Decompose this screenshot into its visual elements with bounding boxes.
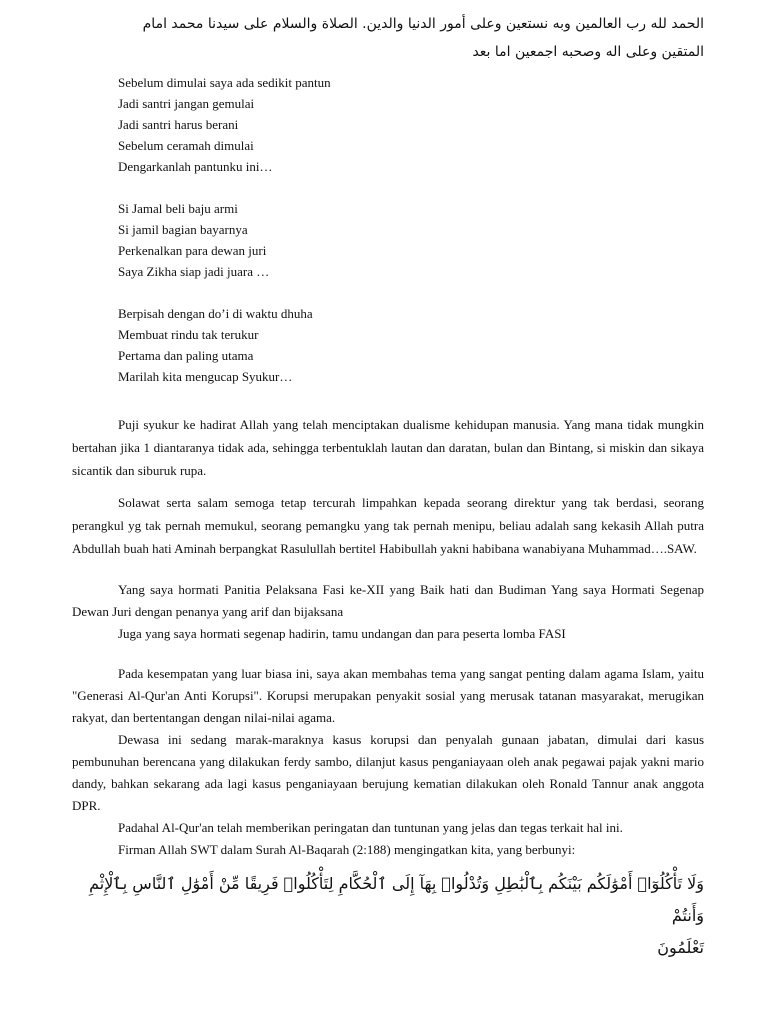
quran-verse — [60, 868, 704, 964]
paragraph-greetings-audience: Juga yang saya hormati segenap hadirin, tamu undangan dan para peserta lomba FASI — [118, 626, 566, 641]
pantun-line: Saya Zikha siap jadi juara … — [118, 264, 270, 279]
pantun-line: Dengarkanlah pantunku ini… — [118, 159, 273, 174]
pantun-line: Sebelum ceramah dimulai — [118, 138, 254, 153]
pantun-line: Sebelum dimulai saya ada sedikit pantun — [118, 75, 331, 90]
pantun-line: Si jamil bagian bayarnya — [118, 222, 248, 237]
paragraph-cases: Dewasa ini sedang marak-maraknya kasus korupsi dan penyalah gunaan jabatan, dimulai dari kasus pembunuhan berencana yang dilakukan ferdy sambo, dilanjut kasus penganiayaan oleh anak pegawai pajak yakni mario dandy, bahkan sekarang ada lagi kasus penganiayaan berujung kematian dilakukan oleh Ronald Tannur anak anggota DPR. — [72, 732, 704, 813]
pantun-block — [118, 72, 678, 408]
speech-body — [72, 413, 704, 569]
pantun-line: Jadi santri harus berani — [118, 117, 239, 132]
paragraph-verse-intro: Firman Allah SWT dalam Surah Al-Baqarah (2:188) mengingatkan kita, yang berbunyi: — [118, 842, 576, 857]
verse-line: وَلَا تَأْكُلُوٓا۟ أَمْوَٰلَكُم بَيْنَكُم بِٱلْبَٰطِلِ وَتُدْلُوا۟ بِهَآ إِلَى ٱلْحُكَّامِ لِتَأْكُلُوا۟ فَرِيقًا مِّنْ أَمْوَٰلِ ٱلنَّاسِ بِٱلْإِثْمِ وَأَنتُمْ — [89, 874, 704, 925]
pantun-line: Pertama dan paling utama — [118, 348, 254, 363]
paragraph-greetings: Yang saya hormati Panitia Pelaksana Fasi ke-XII yang Baik hati dan Budiman Yang saya Hormati Segenap Dewan Juri dengan penanya yang arif dan bijaksana — [72, 582, 704, 619]
theme-block — [72, 663, 704, 861]
opening-arabic-line: المتقين وعلى اله وصحبه اجمعين اما بعد — [472, 44, 704, 60]
pantun-line: Jadi santri jangan gemulai — [118, 96, 255, 111]
verse-line: تَعْلَمُونَ — [657, 938, 704, 957]
pantun-line: Berpisah dengan do’i di waktu dhuha — [118, 306, 313, 321]
pantun-line: Si Jamal beli baju armi — [118, 201, 238, 216]
paragraph-salawat: Solawat serta salam semoga tetap tercurah limpahkan kepada seorang direktur yang tak berdasi, seorang perangkul yg tak pernah memukul, seorang pemangku yang tak pernah menipu, beliau adalah sang kekasih Allah putra Abdullah buah hati Aminah berpangkat Rasulullah bertitel Habibullah yakni habibana wanabiyana Muhammad….SAW. — [72, 495, 704, 556]
pantun-line: Membuat rindu tak terukur — [118, 327, 259, 342]
pantun-line: Perkenalkan para dewan juri — [118, 243, 267, 258]
greetings-block — [72, 579, 704, 645]
pantun-stanza — [118, 303, 678, 387]
pantun-stanza — [118, 198, 678, 282]
paragraph-theme: Pada kesempatan yang luar biasa ini, saya akan membahas tema yang sangat penting dalam agama Islam, yaitu "Generasi Al-Qur'an Anti Korupsi". Korupsi merupakan penyakit sosial yang merusak tatanan masyarakat, merugikan rakyat, dan bertentangan dengan nilai-nilai agama. — [72, 666, 704, 725]
pantun-line: Marilah kita mengucap Syukur… — [118, 369, 293, 384]
pantun-stanza — [118, 72, 678, 177]
opening-arabic-line: الحمد لله رب العالمين وبه نستعين وعلى أمور الدنيا والدين. الصلاة والسلام على سيدنا محمد امام — [142, 16, 704, 32]
paragraph-praise: Puji syukur ke hadirat Allah yang telah menciptakan dualisme kehidupan manusia. Yang mana tidak mungkin bertahan jika 1 diantaranya tidak ada, sehingga terbentuklah lautan dan daratan, bulan dan Bintang, si miskin dan sikaya sicantik dan siburuk rupa. — [72, 417, 704, 478]
opening-arabic — [60, 10, 704, 66]
paragraph-quran-warning: Padahal Al-Qur'an telah memberikan peringatan dan tuntunan yang jelas dan tegas terkait hal ini. — [118, 820, 623, 835]
